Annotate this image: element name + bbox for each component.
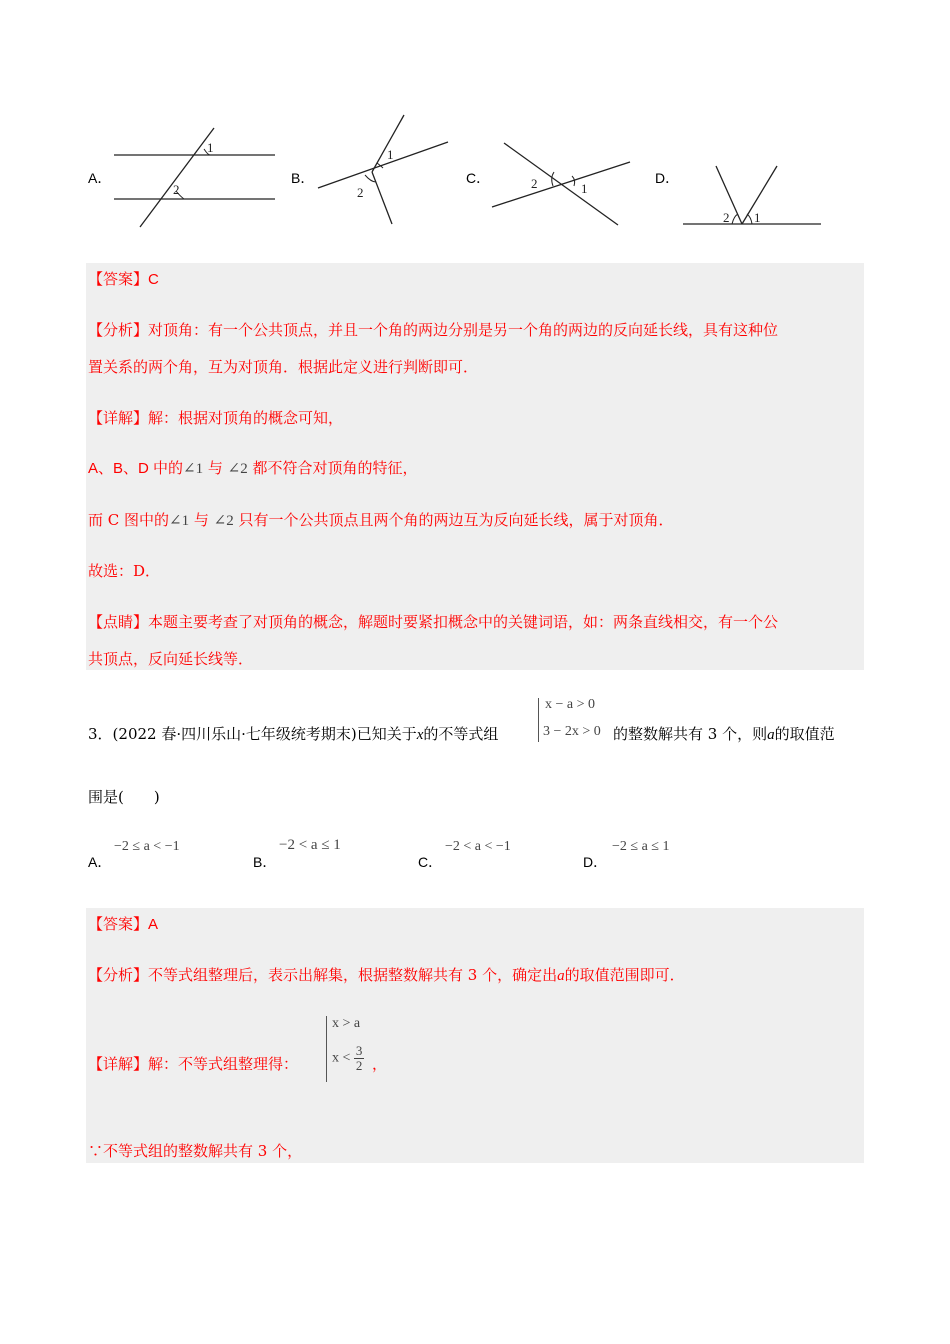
q3-stem-c: 的整数解共有 3 个，则	[613, 725, 768, 743]
q2-comment-tag: 【点睛】	[88, 613, 149, 631]
q3-stem-a-var: a	[767, 727, 775, 743]
q2-detail-line3-angle1: ∠1	[169, 513, 190, 529]
q3-option-d-label: D．	[583, 854, 608, 870]
q2-detail-line2-mid: 与	[203, 459, 228, 477]
q3-stem-line1	[88, 724, 498, 745]
q3-answer: A	[148, 916, 159, 933]
q3-analysis-var: a	[557, 968, 565, 984]
q2-comment-line2: 共顶点，反向延长线等．	[88, 650, 254, 668]
q3-stem-line2: 围是( )	[88, 788, 160, 806]
figure-b-two-angles	[316, 112, 452, 228]
q2-detail-line3-b: 只有一个公共顶点且两个角的两边互为反向延长线，属于对顶角．	[233, 511, 674, 529]
q3-detail-a: 解：不等式组整理得：	[148, 1055, 299, 1073]
q3-system-eq1: x − a > 0	[545, 697, 596, 712]
q2-detail-line2	[88, 458, 418, 479]
q3-result-eq1: x > a	[332, 1016, 361, 1031]
q3-answer-tag: 【答案】	[88, 915, 149, 933]
q3-detail-line	[88, 1054, 298, 1074]
q3-result-brace	[326, 1016, 327, 1082]
q3-option-a-label: A．	[88, 854, 112, 870]
q3-stem-a: 3．(2022 春·四川乐山·七年级统考期末)已知关于	[88, 725, 417, 743]
q3-result-eq2-lhs: x <	[332, 1050, 351, 1066]
q2-detail-text1: 解：根据对顶角的概念可知，	[148, 409, 344, 427]
q3-because-line: ∵不等式组的整数解共有 3 个，	[88, 1142, 303, 1160]
q3-option-c-label: C．	[418, 854, 443, 870]
q3-stem-b: 的不等式组	[423, 725, 499, 743]
q2-detail-line1	[88, 408, 343, 428]
q3-analysis-line	[88, 965, 685, 986]
figure-d-angle2-arc	[732, 214, 738, 224]
q3-option-b-label: B．	[253, 854, 277, 870]
figure-b-angle1: 1	[387, 147, 394, 162]
q2-detail-line2-a: A、B、D 中的	[88, 460, 184, 477]
q3-system-brace	[538, 698, 539, 742]
q2-detail-line2-angle2: ∠2	[227, 461, 248, 477]
q3-stem-line1-end	[613, 724, 835, 745]
figure-b-angle2: 2	[357, 185, 364, 200]
figure-d-angle1: 1	[754, 210, 761, 225]
q2-detail-tag: 【详解】	[88, 409, 149, 427]
q2-analysis-line1	[88, 320, 778, 340]
q3-solution-block	[86, 908, 864, 1163]
figure-a-angle2: 2	[173, 182, 180, 197]
figure-a-angle1: 1	[207, 140, 214, 155]
q3-result-fraction	[354, 1044, 365, 1073]
q3-detail-tag: 【详解】	[88, 1055, 149, 1073]
figure-c-angle2: 2	[531, 176, 538, 191]
q3-option-c-expr: −2 < a < −1	[445, 839, 511, 854]
q3-analysis-tag: 【分析】	[88, 966, 149, 984]
option-b-label: B．	[291, 170, 315, 186]
option-d-label: D．	[655, 170, 680, 186]
q2-analysis-line2: 置关系的两个角，互为对顶角．根据此定义进行判断即可．	[88, 358, 479, 376]
figure-d-angle2: 2	[723, 210, 730, 225]
q3-answer-line	[88, 914, 158, 935]
figure-b-line-1	[318, 142, 448, 188]
figure-c-line-2	[492, 162, 630, 207]
q2-comment-line1	[88, 612, 778, 632]
q2-comment-text1: 本题主要考查了对顶角的概念，解题时要紧扣概念中的关键词语，如：两条直线相交，有一个公	[148, 613, 779, 631]
figure-c-vertical-angles	[490, 140, 632, 230]
q3-option-b-expr: −2 < a ≤ 1	[279, 837, 341, 853]
q2-detail-line3	[88, 510, 674, 531]
q3-result-fraction-num: 3	[355, 1043, 363, 1058]
q2-answer-tag: 【答案】	[88, 270, 149, 288]
option-a-label: A．	[88, 170, 112, 186]
q3-system-eq2: 3 − 2x > 0	[543, 724, 601, 739]
q3-result-eq2	[332, 1044, 364, 1073]
q3-option-a-expr: −2 ≤ a < −1	[114, 839, 180, 854]
q2-analysis-text1: 对顶角：有一个公共顶点，并且一个角的两边分别是另一个角的两边的反向延长线，具有这种位	[148, 321, 779, 339]
option-c-label: C．	[466, 170, 491, 186]
figure-a-parallel-lines	[110, 124, 280, 230]
q3-stem-x: x	[416, 727, 424, 743]
q2-answer: C	[148, 271, 159, 288]
q3-detail-comma: ，	[372, 1055, 388, 1073]
q2-answer-line	[88, 269, 159, 290]
q2-detail-line3-angle2: ∠2	[213, 513, 234, 529]
figure-d-adjacent-angles	[680, 162, 824, 230]
q3-option-d-expr: −2 ≤ a ≤ 1	[612, 839, 670, 854]
q3-stem-d: 的取值范	[774, 725, 835, 743]
q2-choose: 故选：D．	[88, 562, 161, 580]
q2-detail-line3-a: 而 C 图中的	[88, 511, 170, 529]
q2-detail-line3-mid: 与	[189, 511, 214, 529]
q2-detail-line2-angle1: ∠1	[183, 461, 204, 477]
figure-c-angle1: 1	[581, 181, 588, 196]
q2-detail-line2-b: 都不符合对顶角的特征，	[247, 459, 418, 477]
q2-analysis-tag: 【分析】	[88, 321, 149, 339]
figure-b-line-3	[372, 172, 392, 224]
figure-a-transversal	[140, 128, 214, 227]
q3-result-fraction-den: 2	[355, 1058, 363, 1073]
q3-analysis-a: 不等式组整理后，表示出解集，根据整数解共有 3 个，确定出	[148, 966, 558, 984]
q3-analysis-b: 的取值范围即可．	[564, 966, 685, 984]
